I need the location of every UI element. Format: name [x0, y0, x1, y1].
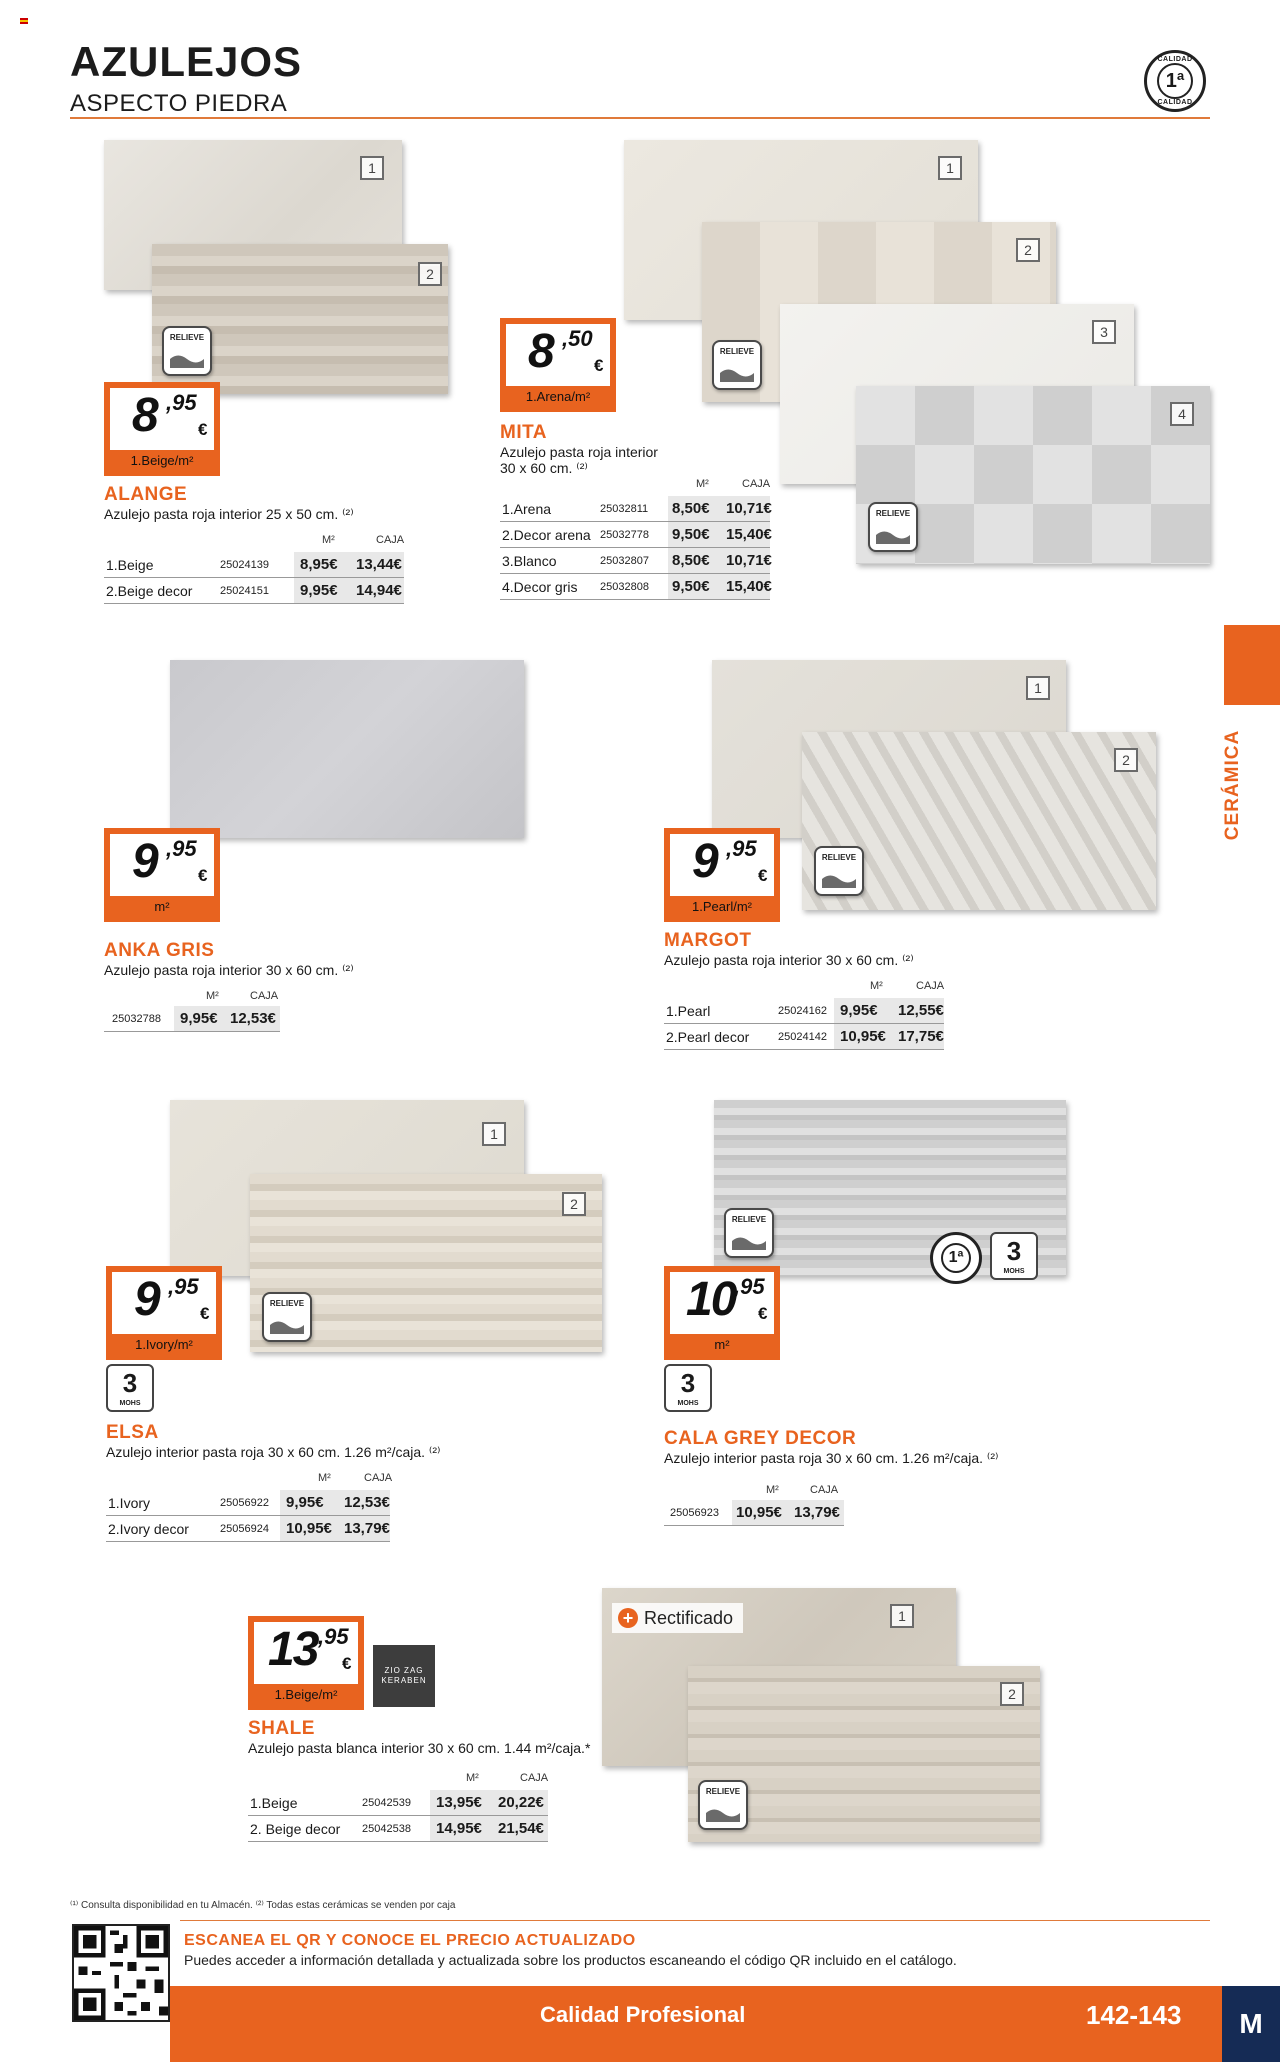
col-header-caja: CAJA [810, 1484, 839, 1496]
price-table-shale [248, 1790, 548, 1842]
col-header-caja: CAJA [250, 990, 279, 1002]
price-table-margot [664, 998, 944, 1050]
relieve-badge-icon: RELIEVE [262, 1292, 312, 1342]
price-table-mita [500, 496, 770, 600]
tile-number: 2 [1016, 238, 1040, 262]
page-subtitle: ASPECTO PIEDRA [70, 90, 288, 117]
product-name: SHALE [248, 1718, 315, 1739]
col-header-caja: CAJA [742, 478, 771, 490]
col-header-caja: CAJA [364, 1472, 393, 1484]
price-table-anka-gris [104, 1006, 280, 1032]
product-description: Azulejo pasta roja interior 30 x 60 cm. ⁽²⁾ [104, 962, 354, 978]
product-description: Azulejo pasta roja interior 25 x 50 cm. ⁽²⁾ [104, 506, 354, 522]
col-header-m2: M² [466, 1772, 479, 1784]
footnote: ⁽¹⁾ Consulta disponibilidad en tu Almacén. ⁽²⁾ Todas estas cerámicas se venden por caja [70, 1900, 456, 1911]
price-tag-cala-grey-decor: 10 ,95 € m² [664, 1266, 780, 1360]
table-row: 3.Blanco 25032807 8,50€ 10,71€ [500, 548, 770, 574]
table-row: 2.Decor arena 25032778 9,50€ 15,40€ [500, 522, 770, 548]
tile-number: 1 [938, 156, 962, 180]
col-header-m2: M² [318, 1472, 331, 1484]
table-row: 1.Ivory 25056922 9,95€ 12,53€ [106, 1490, 390, 1516]
price-tag-anka-gris: 9 ,95 € m² [104, 828, 220, 922]
col-header-m2: M² [206, 990, 219, 1002]
qr-heading: ESCANEA EL QR Y CONOCE EL PRECIO ACTUALIZADO [184, 1932, 636, 1949]
relieve-badge-icon: RELIEVE [868, 502, 918, 552]
table-row: 4.Decor gris 25032808 9,50€ 15,40€ [500, 574, 770, 600]
tile-number: 2 [418, 262, 442, 286]
col-header-m2: M² [322, 534, 335, 546]
col-header-caja: CAJA [376, 534, 405, 546]
qr-code[interactable] [72, 1924, 170, 2022]
product-name: MARGOT [664, 930, 752, 951]
product-description: Azulejo pasta roja interior 30 x 60 cm. ⁽²⁾ [664, 952, 914, 968]
price-table-elsa [106, 1490, 390, 1542]
mohs-hardness-icon: 3 MOHS [990, 1232, 1038, 1280]
tile-number: 1 [890, 1604, 914, 1628]
mohs-hardness-icon: 3 MOHS [106, 1364, 154, 1412]
product-name: ANKA GRIS [104, 940, 215, 961]
qr-description: Puedes acceder a información detallada y actualizada sobre los productos escaneando el código QR incluido en el catálogo. [184, 1952, 957, 1968]
tile-image-anka-gris [170, 660, 524, 838]
relieve-badge-icon: RELIEVE [712, 340, 762, 390]
col-header-caja: CAJA [520, 1772, 549, 1784]
tile-number: 1 [360, 156, 384, 180]
product-description: Azulejo pasta blanca interior 30 x 60 cm. 1.44 m²/caja.* [248, 1740, 591, 1756]
product-name: ALANGE [104, 484, 188, 505]
quality-seal-icon: CALIDAD 1ª CALIDAD [1144, 50, 1206, 112]
table-row: 2.Ivory decor 25056924 10,95€ 13,79€ [106, 1516, 390, 1542]
mohs-hardness-icon: 3 MOHS [664, 1364, 712, 1412]
brand-logo-zio-zag: ZIO ZAG KERABEN [373, 1645, 435, 1707]
tile-number: 1 [482, 1122, 506, 1146]
table-row: 2.Pearl decor 25024142 10,95€ 17,75€ [664, 1024, 944, 1050]
product-description: Azulejo interior pasta roja 30 x 60 cm. 1.26 m²/caja. ⁽²⁾ [106, 1444, 441, 1460]
tile-number: 1 [1026, 676, 1050, 700]
table-row: 25056923 10,95€ 13,79€ [664, 1500, 844, 1526]
relieve-badge-icon: RELIEVE [162, 326, 212, 376]
table-row: 2.Beige decor 25024151 9,95€ 14,94€ [104, 578, 404, 604]
price-table-alange [104, 552, 404, 604]
tile-number: 4 [1170, 402, 1194, 426]
tile-number: 2 [1114, 748, 1138, 772]
table-row: 25032788 9,95€ 12,53€ [104, 1006, 280, 1032]
header-divider [70, 117, 1210, 119]
product-description: Azulejo pasta roja interior 30 x 60 cm. ⁽²⁾ [500, 444, 658, 476]
product-description: Azulejo interior pasta roja 30 x 60 cm. 1.26 m²/caja. ⁽²⁾ [664, 1450, 999, 1466]
footer-divider [180, 1920, 1210, 1921]
tile-number: 2 [562, 1192, 586, 1216]
plus-icon: + [618, 1608, 638, 1628]
table-row: 1.Arena 25032811 8,50€ 10,71€ [500, 496, 770, 522]
language-flag-icon [20, 18, 28, 24]
price-tag-shale: 13 ,95 € 1.Beige/m² [248, 1616, 364, 1710]
relieve-badge-icon: RELIEVE [724, 1208, 774, 1258]
col-header-m2: M² [696, 478, 709, 490]
price-table-cala-grey-decor [664, 1500, 844, 1526]
relieve-badge-icon: RELIEVE [698, 1780, 748, 1830]
product-name: CALA GREY DECOR [664, 1428, 857, 1449]
quality-seal-icon: 1ª [930, 1232, 982, 1284]
category-tab[interactable] [1224, 625, 1280, 705]
footer-tagline: Calidad Profesional [540, 2002, 746, 2027]
price-tag-alange: 8 ,95 € 1.Beige/m² [104, 382, 220, 476]
tile-number: 3 [1092, 320, 1116, 344]
col-header-m2: M² [766, 1484, 779, 1496]
col-header-caja: CAJA [916, 980, 945, 992]
page-numbers: 142-143 [1086, 2000, 1182, 2030]
price-tag-margot: 9 ,95 € 1.Pearl/m² [664, 828, 780, 922]
tile-number: 2 [1000, 1682, 1024, 1706]
product-name: ELSA [106, 1422, 159, 1443]
category-label: CERÁMICA [1222, 729, 1243, 841]
price-tag-elsa: 9 ,95 € 1.Ivory/m² [106, 1266, 222, 1360]
price-tag-mita: 8 ,50 € 1.Arena/m² [500, 318, 616, 412]
brand-logo-icon: M [1222, 1986, 1280, 2062]
table-row: 1.Beige 25042539 13,95€ 20,22€ [248, 1790, 548, 1816]
table-row: 1.Pearl 25024162 9,95€ 12,55€ [664, 998, 944, 1024]
product-name: MITA [500, 422, 548, 443]
table-row: 1.Beige 25024139 8,95€ 13,44€ [104, 552, 404, 578]
table-row: 2. Beige decor 25042538 14,95€ 21,54€ [248, 1816, 548, 1842]
page-title: AZULEJOS [70, 38, 303, 85]
rectificado-badge: + Rectificado [612, 1603, 743, 1633]
relieve-badge-icon: RELIEVE [814, 846, 864, 896]
col-header-m2: M² [870, 980, 883, 992]
